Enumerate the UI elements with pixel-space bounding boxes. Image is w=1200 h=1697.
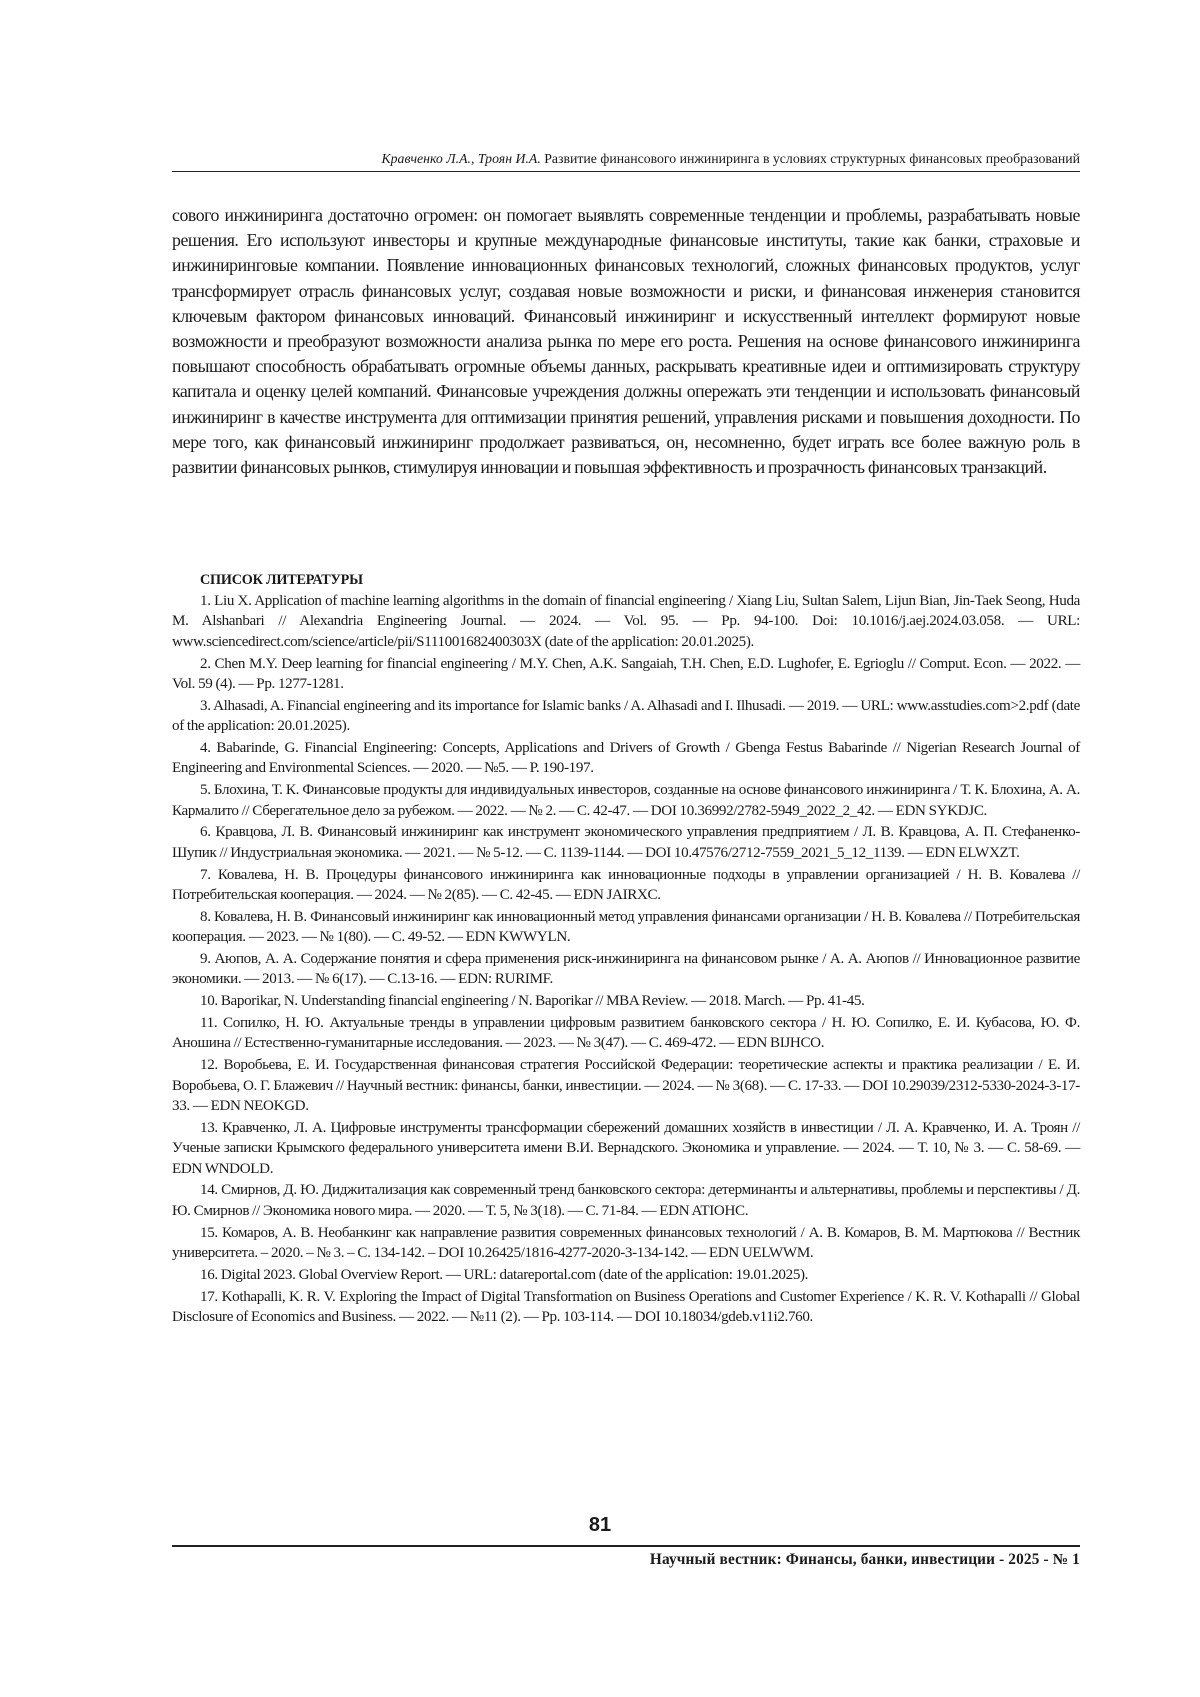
reference-item-8: 8. Ковалева, Н. В. Финансовый инжиниринг как инновационный метод управления финансами организации / Н. В. Ковалева // Потребительская кооперация. — 2023. — № 1(80). — С. 49-52. — EDN KWWYLN. xyxy=(172,908,1080,946)
reference-item-17: 17. Kothapalli, K. R. V. Exploring the Impact of Digital Transformation on Business Operations and Customer Experience / K. R. V. Kothapalli // Global Disclosure of Economics and Business. — 2022. — №11 (2). — Pp. 103-114. — DOI 10.18034/gdeb.v11i2.760. xyxy=(172,1288,1080,1326)
reference-item-1: 1. Liu X. Application of machine learning algorithms in the domain of financial engineering / Xiang Liu, Sultan Salem, Lijun Bian, Jin-Taek Seong, Huda M. Alshanbari // Alexandria Engineering Journal. — 2024. — Vol. 95. — Pp. 94-100. Doi: 10.1016/j.aej.2024.03.058. — URL: www.sciencedirect.com/science/article/pii/S111001682400303X (date of the application: 20.01.2025). xyxy=(172,593,1080,650)
references-list xyxy=(172,591,1080,1329)
reference-item-9: 9. Аюпов, А. А. Содержание понятия и сфера применения риск-инжиниринга на финансовом рынке / А. А. Аюпов // Инновационное развитие экономики. — 2013. — № 6(17). — С.13-16. — EDN: RURIMF. xyxy=(172,951,1080,988)
page-number: 81 xyxy=(588,1514,612,1536)
reference-item-15: 15. Комаров, А. В. Необанкинг как направление развития современных финансовых технологий / А. В. Комаров, В. М. Мартюкова // Вестник университета. – 2020. – № 3. – С. 134-142. – DOI 10.26425/1816-4277-2020-3-134-142. — EDN UELWWM. xyxy=(172,1224,1080,1262)
reference-item-6: 6. Кравцова, Л. В. Финансовый инжиниринг как инструмент экономического управления предприятием / Л. В. Кравцова, А. П. Стефаненко-Шупик // Индустриальная экономика. — 2021. — № 5-12. — С. 1139-1144. — DOI 10.47576/2712-7559_2021_5_12_1139. — EDN ELWXZT. xyxy=(172,824,1080,861)
references-heading: СПИСОК ЛИТЕРАТУРЫ xyxy=(200,572,363,588)
reference-item-10: 10. Baporikar, N. Understanding financial engineering / N. Baporikar // MBA Review. — 2018. March. — Pp. 41-45. xyxy=(200,993,865,1010)
reference-item-2: 2. Chen M.Y. Deep learning for financial engineering / M.Y. Chen, A.K. Sangaiah, T.H. Chen, E.D. Lughofer, E. Egrioglu // Comput. Econ. — 2022. — Vol. 59 (4). — Pp. 1277-1281. xyxy=(172,655,1080,693)
reference-item-5: 5. Блохина, Т. К. Финансовые продукты для индивидуальных инвесторов, созданные на основе финансового инжиниринга / Т. К. Блохина, А. А. Кармалито // Сберегательное дело за рубежом. — 2022. — № 2. — С. 42-47. — DOI 10.36992/2782-5949_2022_2_42. — EDN SYKDJC. xyxy=(172,782,1080,819)
running-header xyxy=(172,150,1080,172)
reference-item-12: 12. Воробьева, Е. И. Государственная финансовая стратегия Российской Федерации: теоретические аспекты и практика реализации / Е. И. Воробьева, О. Г. Блажевич // Научный вестник: финансы, банки, инвестиции. — 2024. — № 3(68). — С. 17-33. — DOI 10.29039/2312-5330-2024-3-17-33. — EDN NEOKGD. xyxy=(172,1057,1080,1115)
journal-footer: Научный вестник: Финансы, банки, инвестиции - 2025 - № 1 xyxy=(649,1551,1080,1568)
footer-divider xyxy=(172,1545,1080,1547)
header-authors: Кравченко Л.А., Троян И.А. xyxy=(381,151,541,166)
reference-item-4: 4. Babarinde, G. Financial Engineering: Concepts, Applications and Drivers of Growth / Gbenga Festus Babarinde // Nigerian Research Journal of Engineering and Environmental Sciences. — 2020. — №5. — P. 190-197. xyxy=(172,740,1080,777)
header-article-title: Развитие финансового инжиниринга в условиях структурных финансовых преобразований xyxy=(544,151,1080,166)
reference-item-7: 7. Ковалева, Н. В. Процедуры финансового инжиниринга как инновационные подходы в управлении организацией / Н. В. Ковалева // Потребительская кооперация. — 2024. — № 2(85). — С. 42-45. — EDN JAIRXC. xyxy=(172,866,1080,904)
reference-item-14: 14. Смирнов, Д. Ю. Диджитализация как современный тренд банковского сектора: детерминанты и альтернативы, проблемы и перспективы / Д. Ю. Смирнов // Экономика нового мира. — 2020. — Т. 5, № 3(18). — С. 71-84. — EDN ATIOHC. xyxy=(172,1182,1080,1219)
reference-item-3: 3. Alhasadi, A. Financial engineering and its importance for Islamic banks / A. Alhasadi and I. Ilhusadi. — 2019. — URL: www.asstudies.com>2.pdf (date of the application: 20.01.2025). xyxy=(172,697,1080,735)
reference-item-16: 16. Digital 2023. Global Overview Report. — URL: datareportal.com (date of the application: 19.01.2025). xyxy=(200,1266,809,1283)
reference-item-11: 11. Сопилко, Н. Ю. Актуальные тренды в управлении цифровым развитием банковского сектора / Н. Ю. Сопилко, Е. И. Кубасова, Ю. Ф. Аношина // Естественно-гуманитарные исследования. — 2023. — № 3(47). — С. 469-472. — EDN BIJHCO. xyxy=(172,1015,1080,1052)
body-paragraph: сового инжиниринга достаточно огромен: он помогает выявлять современные тенденции и проблемы, разрабатывать новые решения. Его используют инвесторы и крупные международные финансовые институты, такие как банки, страховые и инжиниринговые компании. Появление инновационных финансовых технологий, сложных финансовых продуктов, услуг трансформирует отрасль финансовых услуг, создавая новые возможности и риски, и финансовая инженерия становится ключевым фактором финансовых инноваций. Финансовый инжиниринг и искусственный интеллект формируют новые возможности и преобразуют возможности анализа рынка по мере его роста. Решения на основе финансового инжиниринга повышают способность обрабатывать огромные объемы данных, раскрывать креативные идеи и оптимизировать структуру капитала и оценку целей компаний. Финансовые учреждения должны опережать эти тенденции и использовать финансовый инжиниринг в качестве инструмента для оптимизации принятия решений, управления рисками и повышения доходности. По мере того, как финансовый инжиниринг продолжает развиваться, он, несомненно, будет играть все более важную роль в развитии финансовых рынков, стимулируя инновации и повышая эффективность и прозрачность финансовых транзакций. xyxy=(172,205,1080,478)
reference-item-13: 13. Кравченко, Л. А. Цифровые инструменты трансформации сбережений домашних хозяйств в инвестиции / Л. А. Кравченко, И. А. Троян // Ученые записки Крымского федерального университета имени В.И. Вернадского. Экономика и управление. — 2024. — Т. 10, № 3. — С. 58-69. — EDN WNDOLD. xyxy=(172,1119,1080,1177)
